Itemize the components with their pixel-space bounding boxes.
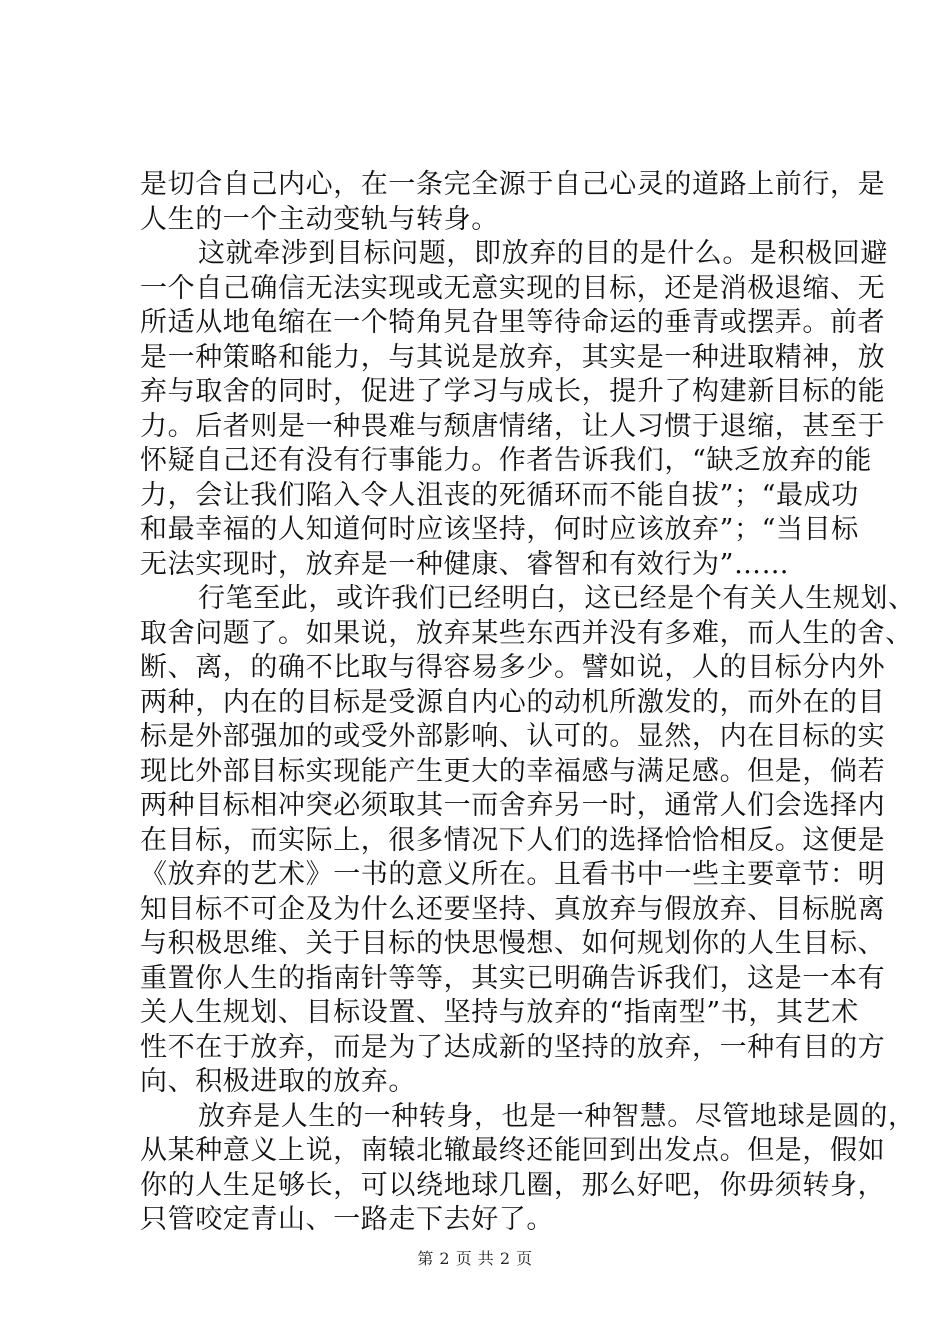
text-line: 人生的一个主动变轨与转身。 xyxy=(140,203,499,235)
text-line: 你的人生足够长，可以绕地球几圈，那么好吧，你毋须转身， xyxy=(140,1169,886,1201)
text-line: 两种目标相冲突必须取其一而舍弃另一时，通常人们会选择内 xyxy=(140,790,886,821)
text-line: 是一种策略和能力，与其说是放弃，其实是一种进取精神，放 xyxy=(140,341,886,373)
text-line: 从某种意义上说，南辕北辙最终还能回到出发点。但是，假如 xyxy=(140,1135,886,1166)
text-line: 行笔至此，或许我们已经明白，这已经是个有关人生规划、 xyxy=(198,583,916,614)
text-line: 知目标不可企及为什么还要坚持、真放弃与假放弃、目标脱离 xyxy=(140,893,886,925)
text-line: 是切合自己内心，在一条完全源于自己心灵的道路上前行，是 xyxy=(140,169,886,200)
text-line: 标是外部强加的或受外部影响、认可的。显然，内在目标的实 xyxy=(140,721,886,752)
text-line: 所适从地龟缩在一个犄角旯旮里等待命运的垂青或摆弄。前者 xyxy=(140,307,886,338)
document-body xyxy=(140,168,916,1238)
text-line: 力。后者则是一种畏难与颓唐情绪，让人习惯于退缩，甚至于 xyxy=(140,410,886,442)
text-line: 性不在于放弃，而是为了达成新的坚持的放弃，一种有目的方 xyxy=(140,1031,886,1063)
text-line: 现比外部目标实现能产生更大的幸福感与满足感。但是，倘若 xyxy=(140,755,886,787)
text-line: 和最幸福的人知道何时应该坚持，何时应该放弃”；“当目标 xyxy=(140,514,859,545)
text-line: 取舍问题了。如果说，放弃某些东西并没有多难，而人生的舍、 xyxy=(140,617,913,649)
text-line: 《放弃的艺术》一书的意义所在。且看书中一些主要章节：明 xyxy=(140,859,886,890)
text-line: 一个自己确信无法实现或无意实现的目标，还是消极退缩、无 xyxy=(140,272,886,304)
text-line: 重置你人生的指南针等等，其实已明确告诉我们，这是一本有 xyxy=(140,962,886,994)
text-line: 向、积极进取的放弃。 xyxy=(140,1066,416,1097)
text-line: 放弃是人生的一种转身，也是一种智慧。尽管地球是圆的， xyxy=(198,1100,916,1132)
text-line: 只管咬定青山、一路走下去好了。 xyxy=(140,1204,554,1235)
text-line: 断、离，的确不比取与得容易多少。譬如说，人的目标分内外 xyxy=(140,652,886,683)
text-line: 怀疑自己还有没有行事能力。作者告诉我们，“缺乏放弃的能 xyxy=(140,445,873,476)
text-line: 与积极思维、关于目标的快思慢想、如何规划你的人生目标、 xyxy=(140,928,886,959)
text-line: 无法实现时，放弃是一种健康、睿智和有效行为”…… xyxy=(140,548,790,580)
text-line: 这就牵涉到目标问题，即放弃的目的是什么。是积极回避 xyxy=(198,238,888,269)
text-line: 弃与取舍的同时，促进了学习与成长，提升了构建新目标的能 xyxy=(140,376,886,407)
text-line: 两种，内在的目标是受源自内心的动机所激发的，而外在的目 xyxy=(140,686,886,718)
text-line: 力，会让我们陷入令人沮丧的死循环而不能自拔”；“最成功 xyxy=(140,479,859,511)
text-line: 关人生规划、目标设置、坚持与放弃的“指南型”书，其艺术 xyxy=(140,997,859,1028)
page-footer: 第 2 页 共 2 页 xyxy=(417,1249,533,1268)
text-line: 在目标，而实际上，很多情况下人们的选择恰恰相反。这便是 xyxy=(140,824,886,856)
